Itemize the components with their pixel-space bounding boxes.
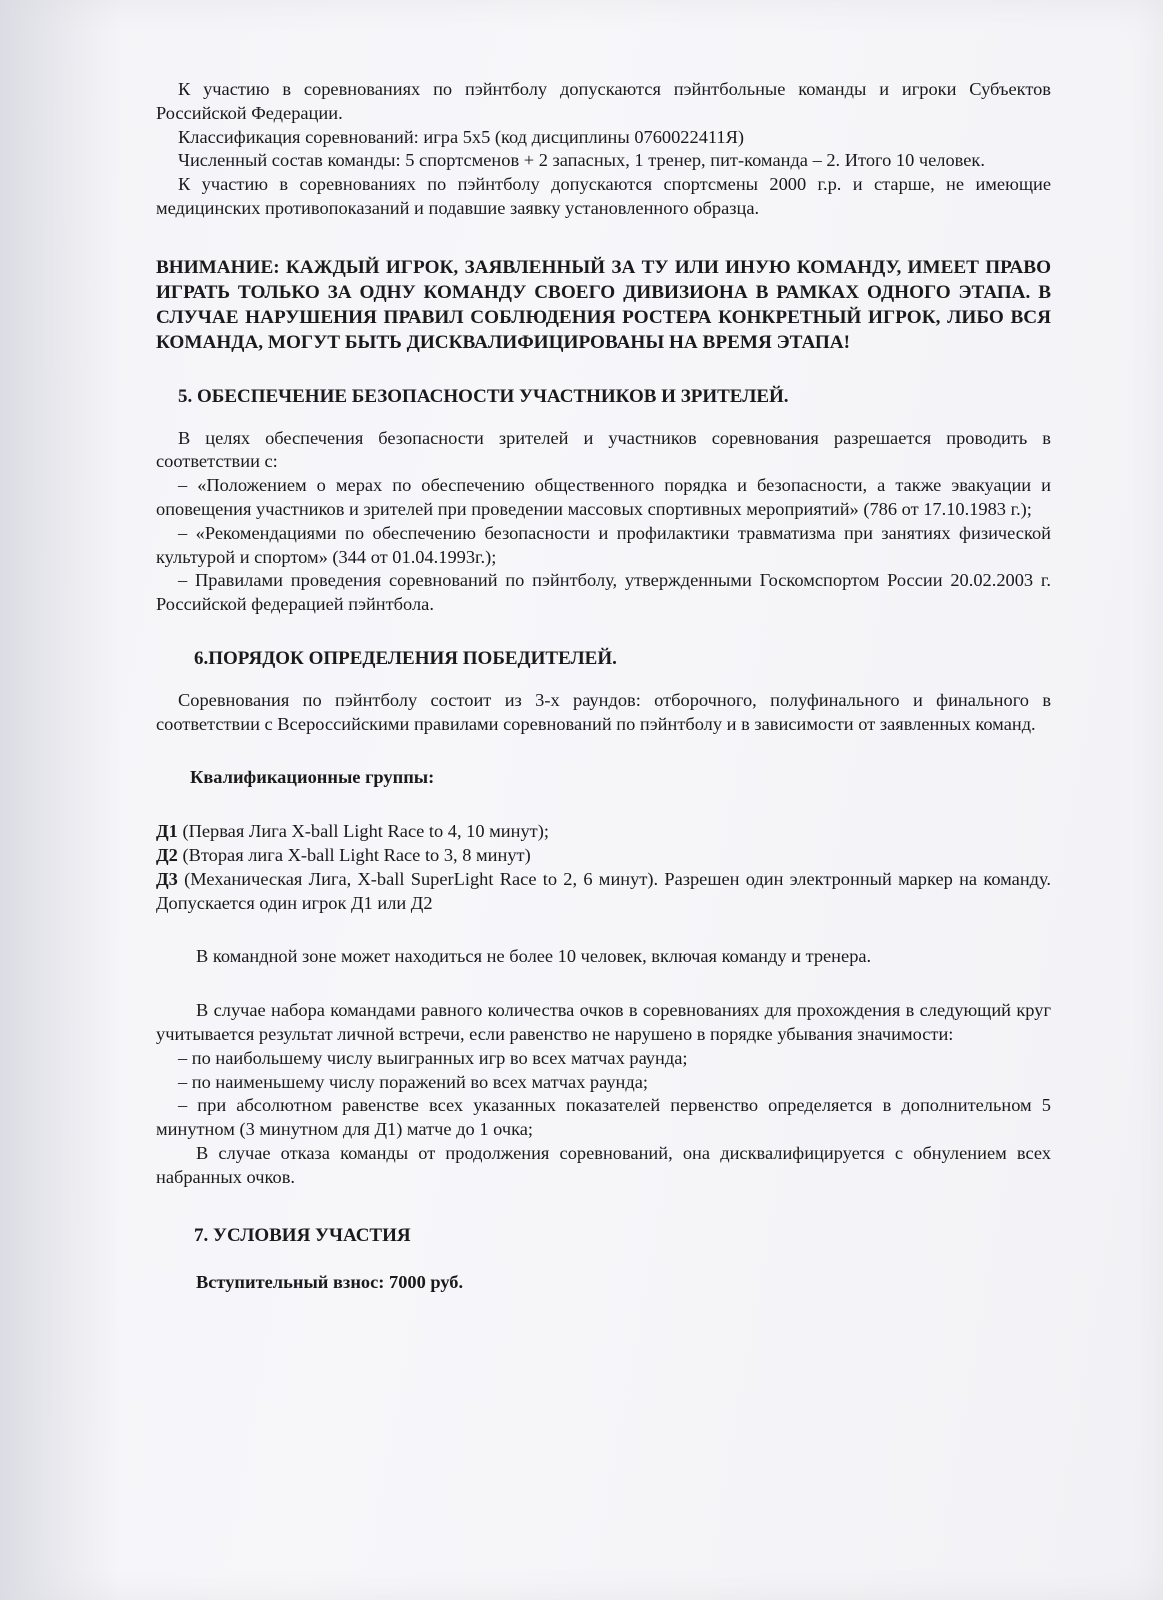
division-d1 (156, 820, 1051, 844)
section-5-paragraph-1: В целях обеспечения безопасности зрителей и участников соревнования разрешается проводить в соответствии с: (156, 427, 1051, 472)
section-6-paragraph-1: Соревнования по пэйнтболу состоит из 3-х раундов: отборочного, полуфинального и финального в соответствии с Всероссийскими правилами соревнований по пэйнтболу и в зависимости от заявленных команд. (156, 689, 1051, 734)
section-7-heading: 7. УСЛОВИЯ УЧАСТИЯ (194, 1224, 411, 1246)
division-d2-text: (Вторая лига X-ball Light Race to 3, 8 минут) (177, 844, 531, 865)
division-d3-code: Д3 (156, 868, 178, 889)
division-d2 (156, 844, 1051, 868)
section-6-heading: 6.ПОРЯДОК ОПРЕДЕЛЕНИЯ ПОБЕДИТЕЛЕЙ. (194, 647, 617, 669)
division-d1-code: Д1 (156, 821, 178, 842)
team-zone-rule: В командной зоне может находиться не более 10 человек, включая команду и тренера. (196, 946, 872, 967)
intro-paragraph-2: Классификация соревнований: игра 5х5 (код дисциплины 0760022411Я) (178, 126, 744, 147)
division-d3 (156, 868, 1051, 916)
division-d3-text: (Механическая Лига, X-ball SuperLight Race to 2, 6 минут). Разрешен один электронный маркер на команду. Допускается один игрок Д1 или Д2 (156, 868, 1051, 913)
entry-fee: Вступительный взнос: 7000 руб. (196, 1272, 464, 1293)
paper-fold-shadow (0, 0, 120, 1600)
division-d1-text: (Первая Лига X-ball Light Race to 4, 10 минут); (177, 821, 549, 842)
tie-break-rule-1: – по наибольшему числу выигранных игр во всех матчах раунда; (178, 1047, 688, 1068)
division-d2-code: Д2 (156, 844, 178, 865)
section-5-heading: 5. ОБЕСПЕЧЕНИЕ БЕЗОПАСНОСТИ УЧАСТНИКОВ И ЗРИТЕЛЕЙ. (178, 385, 789, 407)
roster-warning: ВНИМАНИЕ: КАЖДЫЙ ИГРОК, ЗАЯВЛЕННЫЙ ЗА ТУ ИЛИ ИНУЮ КОМАНДУ, ИМЕЕТ ПРАВО ИГРАТЬ ТОЛЬКО ЗА ОДНУ КОМАНДУ СВОЕГО ДИВИЗИОНА В РАМКАХ ОДНОГО ЭТАПА. В СЛУЧАЕ НАРУШЕНИЯ ПРАВИЛ СОБЛЮДЕНИЯ РОСТЕРА КОНКРЕТНЫЙ ИГРОК, ЛИБО ВСЯ КОМАНДА, МОГУТ БЫТЬ ДИСКВАЛИФИЦИРОВАНЫ НА ВРЕМЯ ЭТАПА! (156, 256, 1051, 353)
intro-paragraph-1: К участию в соревнованиях по пэйнтболу допускаются пэйнтбольные команды и игроки Субъектов Российской Федерации. (156, 79, 1051, 123)
section-5-paragraph-2: – «Положением о мерах по обеспечению общественного порядка и безопасности, а также эвакуации и оповещения участников и зрителей при проведении массовых спортивных мероприятий» (786 от 17.10.1983 г.); (156, 475, 1051, 519)
tie-break-rule-3: – при абсолютном равенстве всех указанных показателей первенство определяется в дополнительном 5 минутном (3 минутном для Д1) матче до 1 очка; (156, 1095, 1051, 1140)
section-5-paragraph-4: – Правилами проведения соревнований по пэйнтболу, утвержденными Госкомспортом России 20.02.2003 г. Российской федерацией пэйнтбола. (156, 570, 1051, 615)
tie-break-rule-2: – по наименьшему числу поражений во всех матчах раунда; (178, 1071, 648, 1092)
qualification-groups-title: Квалификационные группы: (190, 767, 435, 788)
intro-paragraph-4: К участию в соревнованиях по пэйнтболу допускаются спортсмены 2000 г.р. и старше, не имеющие медицинских противопоказаний и подавшие заявку установленного образца. (156, 174, 1051, 218)
tie-break-intro: В случае набора командами равного количества очков в соревнованиях для прохождения в следующий круг учитывается результат личной встречи, если равенство не нарушено в порядке убывания значимости: (156, 1000, 1051, 1044)
division-list (156, 820, 1051, 915)
refusal-rule: В случае отказа команды от продолжения соревнований, она дисквалифицируется с обнулением всех набранных очков. (156, 1142, 1051, 1187)
document-body (156, 78, 1051, 1295)
intro-paragraph-3: Численный состав команды: 5 спортсменов + 2 запасных, 1 тренер, пит-команда – 2. Итого 10 человек. (178, 150, 985, 171)
section-5-paragraph-3: – «Рекомендациями по обеспечению безопасности и профилактики травматизма при занятиях физической культурой и спортом» (344 от 01.04.1993г.); (156, 522, 1051, 567)
